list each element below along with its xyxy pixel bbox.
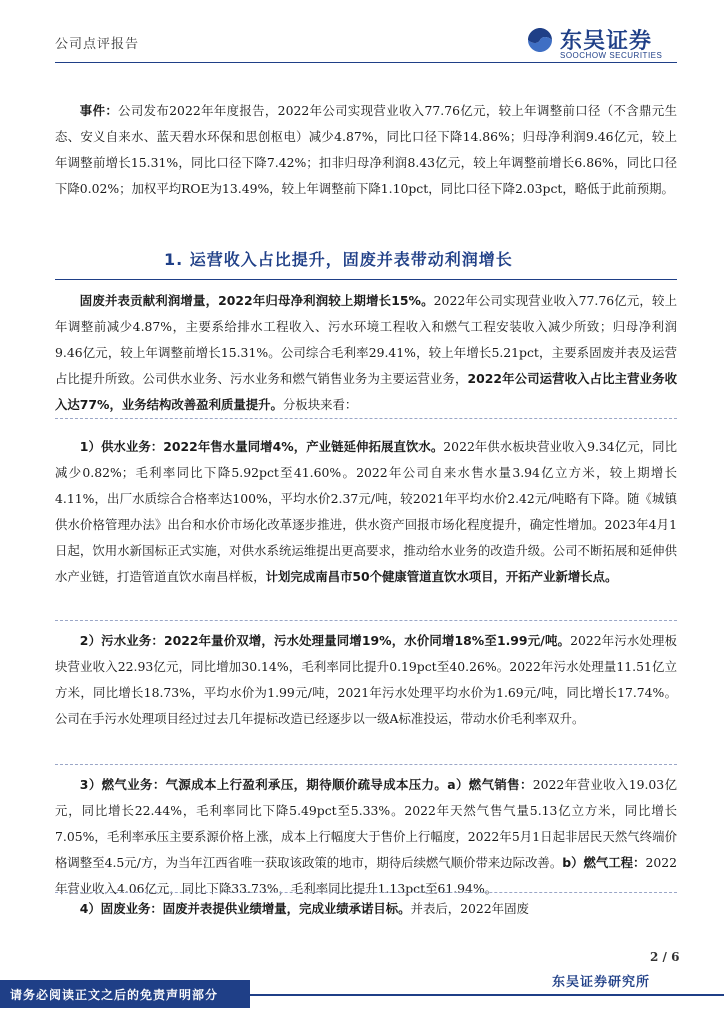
wastewater-text: 2022年污水处理板块营业收入22.93亿元，同比增加30.14%，毛利率同比提升0.19pct至40.26%。2022年污水处理量11.51亿立方米，同比增长18.73%，平均水价为1.99元/吨，2021年污水处理平均水价为1.69元/吨，同比增长17.74%。公司在手污水处理项目经过过去几年提标改造已经逐步以一级A标准投运，带动水价毛利率双升。 <box>55 633 677 726</box>
separator <box>55 418 677 419</box>
wastewater-heading: 2）污水业务：2022年量价双增，污水处理量同增19%，水价同增18%至1.99元/吨。 <box>79 633 571 648</box>
header-rule <box>55 62 677 63</box>
water-supply-heading: 1）供水业务：2022年售水量同增4%，产业链延伸拓展直饮水。 <box>79 439 444 454</box>
section-rule <box>55 279 677 280</box>
gas-engineering-label: b）燃气工程： <box>562 855 646 870</box>
gas-engineering-text: 2022年营业收入4.06亿元，同比下降33.73%，毛利率同比提升1.13pct至61.94%。 <box>55 855 677 896</box>
solid-waste-text: 并表后，2022年固废 <box>410 901 529 916</box>
solid-waste-heading: 4）固废业务：固废并表提供业绩增量，完成业绩承诺目标。 <box>79 901 411 916</box>
overview-bold-highlight: 2022年公司运营收入占比主营业务收入达77%，业务结构改善盈利质量提升。 <box>55 371 677 412</box>
event-paragraph <box>55 98 677 202</box>
gas-heading: 3）燃气业务：气源成本上行盈利承压，期待顺价疏导成本压力。a）燃气销售： <box>79 777 533 792</box>
header-label: 公司点评报告 <box>55 37 140 52</box>
logo-mark-icon <box>526 26 554 54</box>
logo-en-name: SOOCHOW SECURITIES <box>560 51 663 60</box>
section-title: 1. 运营收入占比提升，固废并表带动利润增长 <box>164 250 513 269</box>
overview-text-end: 分板块来看： <box>282 397 358 412</box>
water-supply-text: 2022年供水板块营业收入9.34亿元，同比减少0.82%；毛利率同比下降5.92pct至41.60%。2022年公司自来水售水量3.94亿立方米，较上期增长4.11%，出厂水质综合合格率达100%，平均水价2.37元/吨，较2021年平均水价2.42元/吨略有下降。随《城镇供水价格管理办法》出台和水价市场化改革逐步推进，供水资产回报市场化程度提升，确定性增加。2023年4月1日起，饮用水新国标正式实施，对供水系统运维提出更高要求，推动给水业务的改造升级。公司不断拓展和延伸供水产业链，打造管道直饮水南昌样板， <box>55 439 677 584</box>
paragraph-gas <box>55 772 677 902</box>
paragraph-solid-waste <box>55 896 677 922</box>
separator <box>55 620 677 621</box>
event-label: 事件： <box>79 103 119 118</box>
overview-text: 2022年公司实现营业收入77.76亿元，较上年调整前减少4.87%，主要系给排水工程收入、污水环境工程收入和燃气工程安装收入减少所致；归母净利润9.46亿元，较上年调整前增长15.31%。公司综合毛利率29.41%，较上年增长5.21pct，主要系固废并表及运营占比提升所致。公司供水业务、污水业务和燃气销售业务为主要运营业务， <box>55 293 677 386</box>
logo-cn-name: 东吴证券 <box>560 29 653 54</box>
overview-bold-lead: 固废并表贡献利润增量，2022年归母净利润较上期增长15%。 <box>79 293 434 308</box>
separator <box>55 764 677 765</box>
brand-logo <box>526 24 676 60</box>
footer-disclaimer: 请务必阅读正文之后的免责声明部分 <box>10 988 219 1002</box>
water-supply-highlight: 计划完成南昌市50个健康管道直饮水项目，开拓产业新增长点。 <box>265 569 618 584</box>
paragraph-overview <box>55 288 677 418</box>
page-number: 2 / 6 <box>650 950 680 964</box>
gas-sales-text: 2022年营业收入19.03亿元，同比增长22.44%，毛利率同比下降5.49pct至5.33%。2022年天然气售气量5.13亿立方米，同比增长7.05%，毛利率承压主要系源价格上涨，成本上行幅度大于售价上行幅度，2022年5月1日起非居民天然气终端价格调整至4.5元/方，为当年江西省唯一获取该政策的地市，期待后续燃气顺价带来边际改善。 <box>55 777 677 870</box>
event-text: 公司发布2022年年度报告，2022年公司实现营业收入77.76亿元，较上年调整前口径（不含鼎元生态、安义自来水、蓝天碧水环保和思创枢电）减少4.87%，同比口径下降14.86%；归母净利润9.46亿元，较上年调整前增长15.31%，同比口径下降7.42%；扣非归母净利润8.43亿元，较上年调整前增长6.86%，同比口径下降0.02%；加权平均ROE为13.49%，较上年调整前下降1.10pct，同比口径下降2.03pct，略低于此前预期。 <box>55 103 678 196</box>
separator <box>55 892 677 893</box>
paragraph-wastewater <box>55 628 677 732</box>
paragraph-water-supply <box>55 434 677 590</box>
footer-institute: 东吴证券研究所 <box>552 975 651 990</box>
footer-rule <box>250 994 724 996</box>
